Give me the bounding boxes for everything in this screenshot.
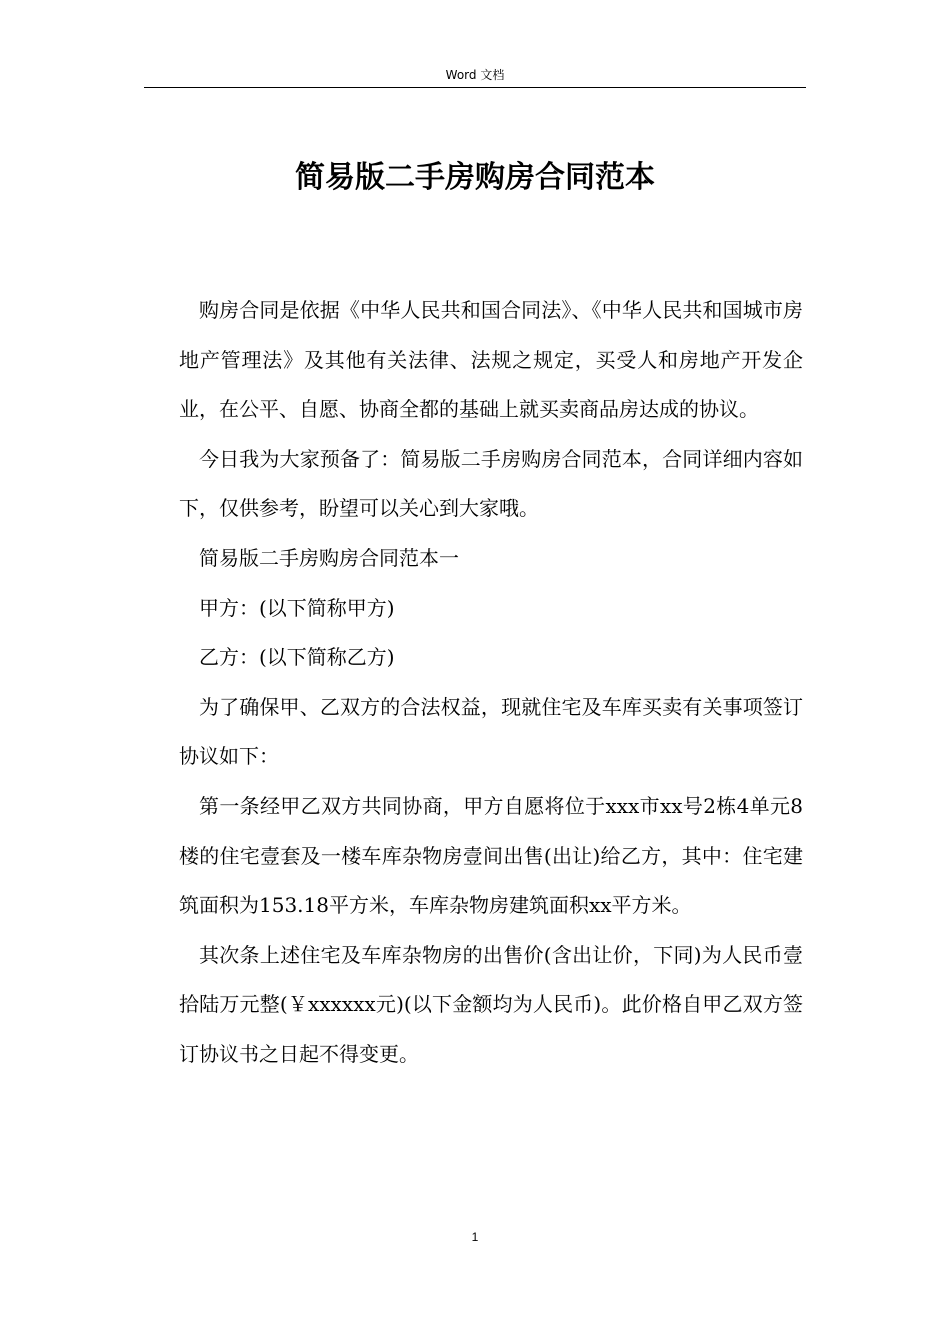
document-title: 简易版二手房购房合同范本 <box>295 160 655 195</box>
paragraph-article-2: 其次条上述住宅及车库杂物房的出售价(含出让价，下同)为人民币壹拾陆万元整(￥xxxxxx元)(以下金额均为人民币)。此价格自甲乙双方签订协议书之日起不得变更。 <box>179 942 803 1066</box>
page-number: 1 <box>471 1230 479 1244</box>
paragraph-article-1: 第一条经甲乙双方共同协商，甲方自愿将位于xxx市xx号2栋4单元8楼的住宅壹套及一楼车库杂物房壹间出售(出让)给乙方，其中：住宅建筑面积为153.18平方米，车库杂物房建筑面积xx平方米。 <box>179 793 803 918</box>
header-divider <box>144 87 806 88</box>
document-body <box>179 286 803 1080</box>
header-label: Word 文档 <box>445 68 505 82</box>
paragraph-party-b: 乙方：(以下简称乙方) <box>199 645 395 670</box>
paragraph-party-a: 甲方：(以下简称甲方) <box>199 595 395 620</box>
paragraph-section-heading: 简易版二手房购房合同范本一 <box>199 545 459 570</box>
paragraph-purpose: 为了确保甲、乙双方的合法权益，现就住宅及车库买卖有关事项签订协议如下： <box>179 694 803 769</box>
paragraph-preface: 今日我为大家预备了：简易版二手房购房合同范本，合同详细内容如下，仅供参考，盼望可以关心到大家哦。 <box>179 446 803 521</box>
paragraph-intro: 购房合同是依据《中华人民共和国合同法》、《中华人民共和国城市房地产管理法》及其他有关法律、法规之规定，买受人和房地产开发企业，在公平、自愿、协商全都的基础上就买卖商品房达成的协议。 <box>179 298 803 422</box>
